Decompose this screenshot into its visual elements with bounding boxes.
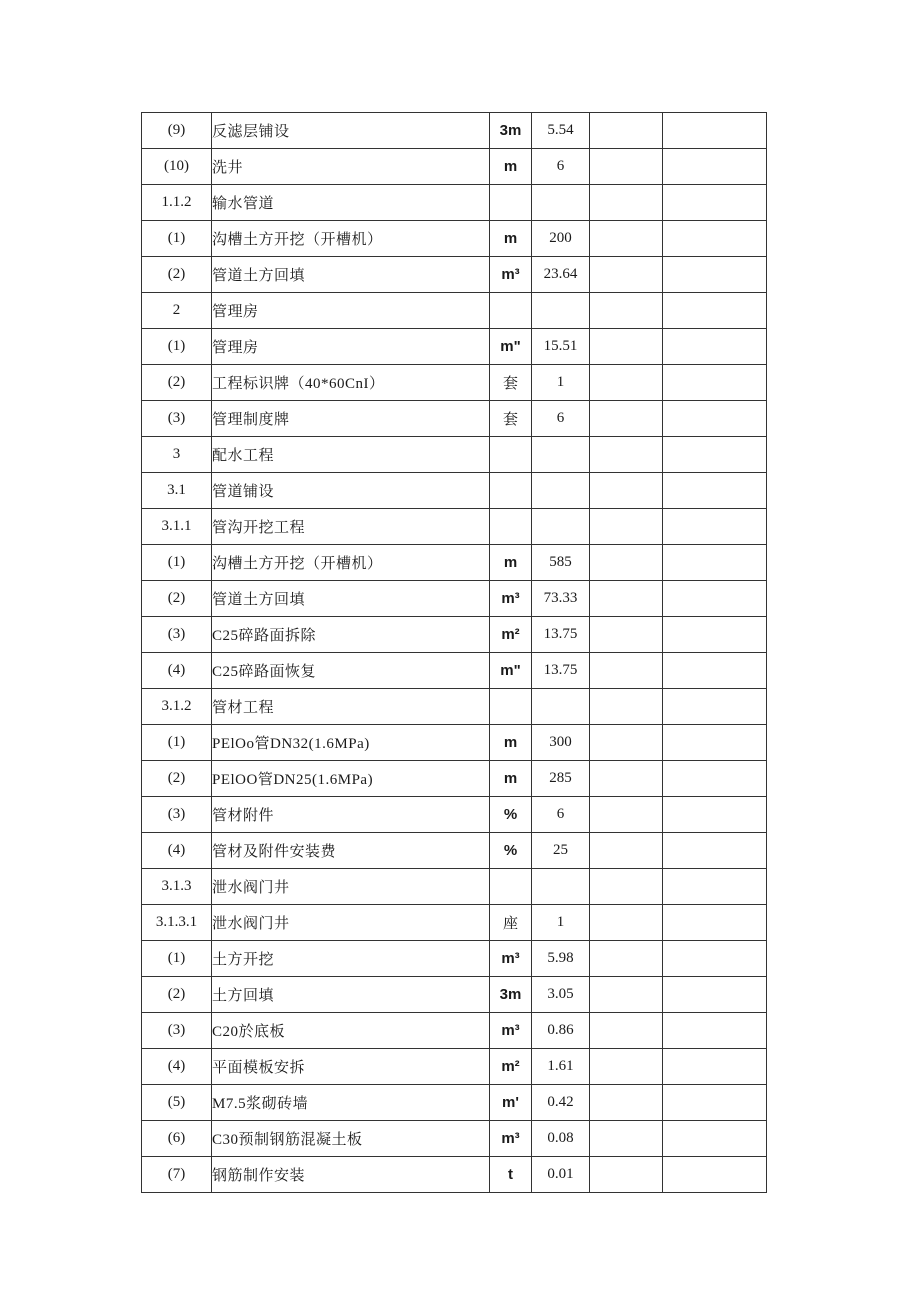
item-unit: m² <box>490 617 532 653</box>
item-name: 配水工程 <box>212 437 490 473</box>
item-number: (4) <box>142 1049 212 1085</box>
empty-cell <box>590 401 663 437</box>
table-row <box>142 545 767 581</box>
table-row <box>142 833 767 869</box>
item-number: 3.1.3 <box>142 869 212 905</box>
item-name: 沟槽土方开挖（开槽机） <box>212 221 490 257</box>
item-unit: m <box>490 761 532 797</box>
table-row <box>142 653 767 689</box>
empty-cell <box>663 1013 767 1049</box>
item-quantity: 1 <box>532 905 590 941</box>
item-name: 管理制度牌 <box>212 401 490 437</box>
item-name: C25碎路面拆除 <box>212 617 490 653</box>
table-row <box>142 221 767 257</box>
item-quantity <box>532 473 590 509</box>
table-row <box>142 257 767 293</box>
empty-cell <box>663 401 767 437</box>
empty-cell <box>590 329 663 365</box>
item-quantity: 585 <box>532 545 590 581</box>
item-quantity: 0.86 <box>532 1013 590 1049</box>
item-number: (1) <box>142 941 212 977</box>
item-unit: m² <box>490 1049 532 1085</box>
item-unit: m³ <box>490 581 532 617</box>
item-unit: 套 <box>490 365 532 401</box>
item-number: (3) <box>142 401 212 437</box>
item-quantity <box>532 689 590 725</box>
empty-cell <box>590 1013 663 1049</box>
item-unit: 3m <box>490 977 532 1013</box>
item-unit: m³ <box>490 257 532 293</box>
table-row <box>142 617 767 653</box>
item-unit: 套 <box>490 401 532 437</box>
empty-cell <box>663 1049 767 1085</box>
empty-cell <box>590 437 663 473</box>
table-row <box>142 401 767 437</box>
empty-cell <box>663 797 767 833</box>
empty-cell <box>663 149 767 185</box>
empty-cell <box>663 329 767 365</box>
item-number: (10) <box>142 149 212 185</box>
item-name: 工程标识牌（40*60CnI） <box>212 365 490 401</box>
table-row <box>142 113 767 149</box>
item-name: 泄水阀门井 <box>212 905 490 941</box>
table-row <box>142 761 767 797</box>
empty-cell <box>590 689 663 725</box>
item-quantity <box>532 869 590 905</box>
table-row <box>142 869 767 905</box>
item-number: 3.1.1 <box>142 509 212 545</box>
empty-cell <box>590 545 663 581</box>
item-name: 泄水阀门井 <box>212 869 490 905</box>
empty-cell <box>663 113 767 149</box>
item-unit <box>490 437 532 473</box>
item-name: 管材附件 <box>212 797 490 833</box>
empty-cell <box>663 761 767 797</box>
empty-cell <box>590 509 663 545</box>
table-row <box>142 1013 767 1049</box>
table-row <box>142 1085 767 1121</box>
empty-cell <box>590 113 663 149</box>
item-quantity: 13.75 <box>532 653 590 689</box>
table-row <box>142 1049 767 1085</box>
item-name: 管道铺设 <box>212 473 490 509</box>
item-unit: m" <box>490 329 532 365</box>
table-row <box>142 473 767 509</box>
item-name: 平面模板安拆 <box>212 1049 490 1085</box>
empty-cell <box>663 473 767 509</box>
item-number: (9) <box>142 113 212 149</box>
table-row <box>142 437 767 473</box>
empty-cell <box>663 653 767 689</box>
item-number: 3 <box>142 437 212 473</box>
empty-cell <box>663 905 767 941</box>
item-unit: m <box>490 725 532 761</box>
item-quantity: 300 <box>532 725 590 761</box>
item-number: (3) <box>142 617 212 653</box>
quantity-table <box>141 112 767 1193</box>
item-number: (2) <box>142 977 212 1013</box>
item-quantity: 73.33 <box>532 581 590 617</box>
item-number: (7) <box>142 1157 212 1193</box>
item-unit <box>490 509 532 545</box>
item-quantity: 25 <box>532 833 590 869</box>
empty-cell <box>663 725 767 761</box>
item-number: (6) <box>142 1121 212 1157</box>
item-quantity: 1.61 <box>532 1049 590 1085</box>
item-number: (1) <box>142 545 212 581</box>
table-row <box>142 329 767 365</box>
item-number: (3) <box>142 1013 212 1049</box>
item-quantity: 0.01 <box>532 1157 590 1193</box>
empty-cell <box>663 689 767 725</box>
item-quantity: 3.05 <box>532 977 590 1013</box>
item-unit <box>490 293 532 329</box>
item-unit: m' <box>490 1085 532 1121</box>
item-name: PElOO管DN25(1.6MPa) <box>212 761 490 797</box>
item-name: 输水管道 <box>212 185 490 221</box>
empty-cell <box>663 185 767 221</box>
item-name: 沟槽土方开挖（开槽机） <box>212 545 490 581</box>
item-number: 1.1.2 <box>142 185 212 221</box>
empty-cell <box>663 1121 767 1157</box>
item-unit: 座 <box>490 905 532 941</box>
table-row <box>142 293 767 329</box>
empty-cell <box>590 149 663 185</box>
item-unit: 3m <box>490 113 532 149</box>
item-number: 3.1.3.1 <box>142 905 212 941</box>
item-number: (1) <box>142 221 212 257</box>
item-name: 管沟开挖工程 <box>212 509 490 545</box>
item-number: (3) <box>142 797 212 833</box>
item-name: M7.5浆砌砖墙 <box>212 1085 490 1121</box>
empty-cell <box>590 761 663 797</box>
table-row <box>142 581 767 617</box>
empty-cell <box>590 653 663 689</box>
item-unit: % <box>490 833 532 869</box>
item-number: (2) <box>142 581 212 617</box>
item-quantity: 285 <box>532 761 590 797</box>
table-row <box>142 365 767 401</box>
empty-cell <box>590 473 663 509</box>
item-number: (2) <box>142 257 212 293</box>
item-number: (1) <box>142 725 212 761</box>
item-number: (2) <box>142 761 212 797</box>
empty-cell <box>590 905 663 941</box>
table-row <box>142 1157 767 1193</box>
empty-cell <box>590 833 663 869</box>
item-unit <box>490 185 532 221</box>
item-name: 管材工程 <box>212 689 490 725</box>
item-name: 管道土方回填 <box>212 257 490 293</box>
item-quantity <box>532 509 590 545</box>
item-name: PElOo管DN32(1.6MPa) <box>212 725 490 761</box>
item-quantity: 0.42 <box>532 1085 590 1121</box>
empty-cell <box>663 545 767 581</box>
item-unit: m <box>490 545 532 581</box>
empty-cell <box>590 221 663 257</box>
empty-cell <box>663 221 767 257</box>
table-row <box>142 905 767 941</box>
empty-cell <box>590 185 663 221</box>
empty-cell <box>590 869 663 905</box>
item-number: 3.1.2 <box>142 689 212 725</box>
empty-cell <box>663 1085 767 1121</box>
empty-cell <box>663 581 767 617</box>
empty-cell <box>663 617 767 653</box>
item-number: (5) <box>142 1085 212 1121</box>
empty-cell <box>590 293 663 329</box>
item-name: 反滤层铺设 <box>212 113 490 149</box>
table-row <box>142 1121 767 1157</box>
table-row <box>142 689 767 725</box>
empty-cell <box>590 941 663 977</box>
item-quantity <box>532 293 590 329</box>
item-number: 2 <box>142 293 212 329</box>
item-name: 钢筋制作安装 <box>212 1157 490 1193</box>
item-number: (1) <box>142 329 212 365</box>
item-quantity: 6 <box>532 401 590 437</box>
item-number: (2) <box>142 365 212 401</box>
table-row <box>142 185 767 221</box>
empty-cell <box>590 1085 663 1121</box>
item-quantity: 1 <box>532 365 590 401</box>
item-name: C30预制钢筋混凝土板 <box>212 1121 490 1157</box>
table-row <box>142 725 767 761</box>
empty-cell <box>590 797 663 833</box>
item-name: 洗井 <box>212 149 490 185</box>
empty-cell <box>590 365 663 401</box>
item-name: C20於底板 <box>212 1013 490 1049</box>
item-unit: m³ <box>490 1121 532 1157</box>
item-name: 管道土方回填 <box>212 581 490 617</box>
table-row <box>142 941 767 977</box>
item-unit: m³ <box>490 1013 532 1049</box>
empty-cell <box>590 977 663 1013</box>
quantity-table-body <box>142 113 767 1193</box>
item-quantity: 5.54 <box>532 113 590 149</box>
table-row <box>142 797 767 833</box>
empty-cell <box>590 617 663 653</box>
item-name: 管材及附件安装费 <box>212 833 490 869</box>
item-unit: m" <box>490 653 532 689</box>
item-unit <box>490 473 532 509</box>
item-unit: m³ <box>490 941 532 977</box>
item-name: 管理房 <box>212 329 490 365</box>
empty-cell <box>663 365 767 401</box>
empty-cell <box>663 509 767 545</box>
empty-cell <box>590 257 663 293</box>
item-number: 3.1 <box>142 473 212 509</box>
empty-cell <box>590 1157 663 1193</box>
empty-cell <box>663 1157 767 1193</box>
item-quantity: 13.75 <box>532 617 590 653</box>
item-quantity: 6 <box>532 149 590 185</box>
item-name: 土方回填 <box>212 977 490 1013</box>
empty-cell <box>590 725 663 761</box>
item-name: C25碎路面恢复 <box>212 653 490 689</box>
item-unit: m <box>490 149 532 185</box>
item-quantity: 0.08 <box>532 1121 590 1157</box>
table-row <box>142 509 767 545</box>
item-quantity: 23.64 <box>532 257 590 293</box>
item-unit: m <box>490 221 532 257</box>
item-quantity: 6 <box>532 797 590 833</box>
empty-cell <box>663 869 767 905</box>
item-number: (4) <box>142 653 212 689</box>
item-unit <box>490 869 532 905</box>
empty-cell <box>663 293 767 329</box>
item-quantity <box>532 185 590 221</box>
empty-cell <box>590 581 663 617</box>
empty-cell <box>590 1121 663 1157</box>
empty-cell <box>663 941 767 977</box>
item-name: 土方开挖 <box>212 941 490 977</box>
empty-cell <box>590 1049 663 1085</box>
table-row <box>142 977 767 1013</box>
item-quantity: 200 <box>532 221 590 257</box>
item-quantity: 15.51 <box>532 329 590 365</box>
item-unit: t <box>490 1157 532 1193</box>
item-name: 管理房 <box>212 293 490 329</box>
empty-cell <box>663 257 767 293</box>
table-row <box>142 149 767 185</box>
empty-cell <box>663 977 767 1013</box>
empty-cell <box>663 437 767 473</box>
item-quantity <box>532 437 590 473</box>
item-quantity: 5.98 <box>532 941 590 977</box>
empty-cell <box>663 833 767 869</box>
item-unit <box>490 689 532 725</box>
item-unit: % <box>490 797 532 833</box>
item-number: (4) <box>142 833 212 869</box>
